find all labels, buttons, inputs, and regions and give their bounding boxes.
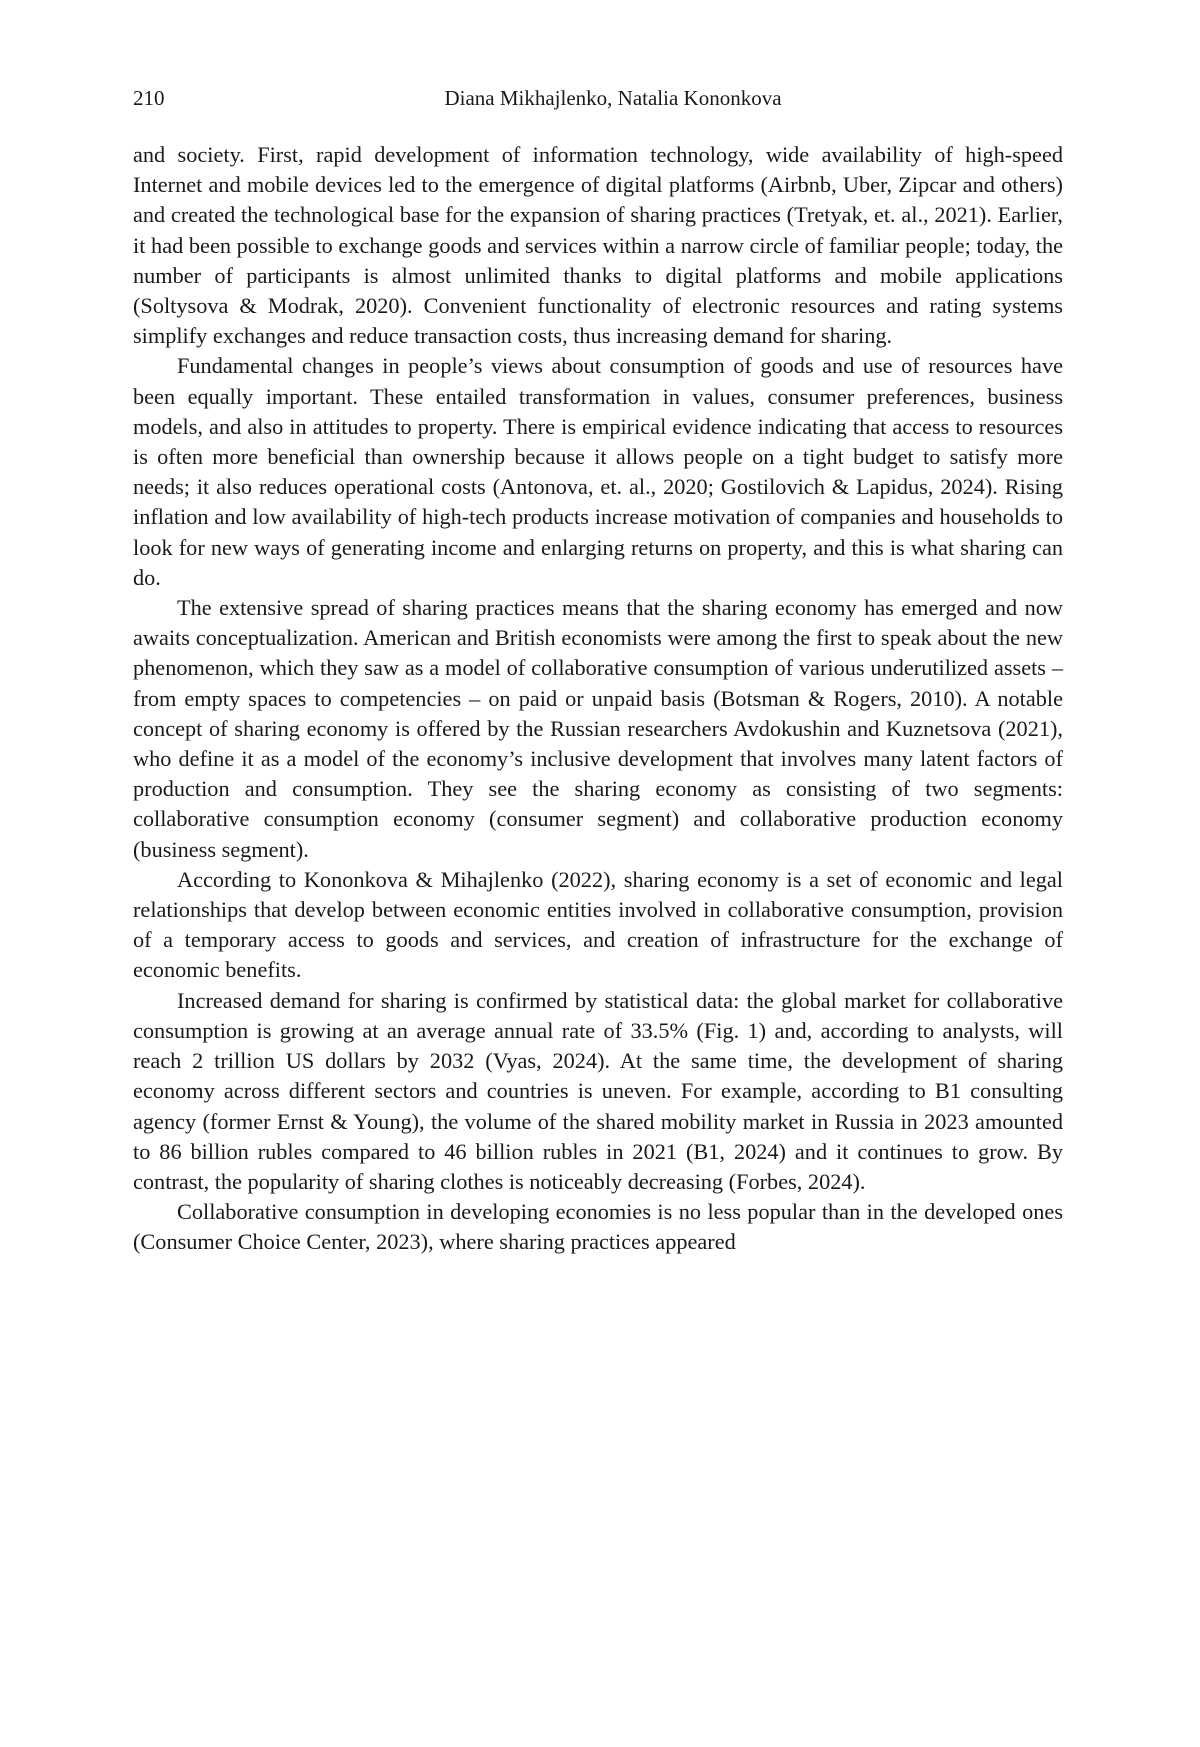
paragraph: Increased demand for sharing is confirmed by statistical data: the global market for collaborative consumption is growing at an average annual rate of 33.5% (Fig. 1) and, according to analysts, will reach 2 trillion US dollars by 2032 (Vyas, 2024). At the same time, the development of sharing economy across different sectors and countries is uneven. For example, according to B1 consulting agency (former Ernst & Young), the volume of the shared mobility market in Russia in 2023 amounted to 86 billion rubles compared to 46 billion rubles in 2021 (B1, 2024) and it continues to grow. By contrast, the popularity of sharing clothes is noticeably decreasing (Forbes, 2024).	[133, 987, 1063, 1194]
page-header	[133, 80, 1063, 118]
paragraph-continued: and society. First, rapid development of information technology, wide availability of high-speed Internet and mobile devices led to the emergence of digital platforms (Airbnb, Uber, Zipcar and others) and created the technological base for the expansion of sharing practices (Tretyak, et. al., 2021). Earlier, it had been possible to exchange goods and services within a narrow circle of familiar people; today, the number of participants is almost unlimited thanks to digital platforms and mobile applications (Soltysova & Modrak, 2020). Convenient functionality of electronic resources and rating systems simplify exchanges and reduce transaction costs, thus increasing demand for sharing.	[133, 142, 1063, 349]
document-page	[133, 80, 1063, 1258]
paragraph: Collaborative consumption in developing economies is no less popular than in the developed ones (Consumer Choice Center, 2023), where sharing practices appeared	[133, 1199, 1063, 1255]
paragraph: Fundamental changes in people’s views about consumption of goods and use of resources have been equally important. These entailed transformation in values, consumer preferences, business models, and also in attitudes to property. There is empirical evidence indicating that access to resources is often more beneficial than ownership because it allows people on a tight budget to satisfy more needs; it also reduces operational costs (Antonova, et. al., 2020; Gostilovich & Lapidus, 2024). Rising inflation and low availability of high-tech products increase motivation of companies and households to look for new ways of generating income and enlarging returns on property, and this is what sharing can do.	[133, 353, 1063, 590]
page-number: 210	[133, 86, 165, 110]
paragraph: The extensive spread of sharing practices means that the sharing economy has emerged and now awaits conceptualization. American and British economists were among the first to speak about the new phenomenon, which they saw as a model of collaborative consumption of various underutilized assets – from empty spaces to competencies – on paid or unpaid basis (Botsman & Rogers, 2010). A notable concept of sharing economy is offered by the Russian researchers Avdokushin and Kuznetsova (2021), who define it as a model of the economy’s inclusive development that involves many latent factors of production and consumption. They see the sharing economy as consisting of two segments: collaborative consumption economy (consumer segment) and collaborative production economy (business segment).	[133, 595, 1063, 862]
body-text	[133, 140, 1063, 1258]
paragraph: According to Kononkova & Mihajlenko (2022), sharing economy is a set of economic and legal relationships that develop between economic entities involved in collaborative consumption, provision of a temporary access to goods and services, and creation of infrastructure for the exchange of economic benefits.	[133, 866, 1063, 983]
running-title: Diana Mikhajlenko, Natalia Kononkova	[444, 86, 782, 110]
